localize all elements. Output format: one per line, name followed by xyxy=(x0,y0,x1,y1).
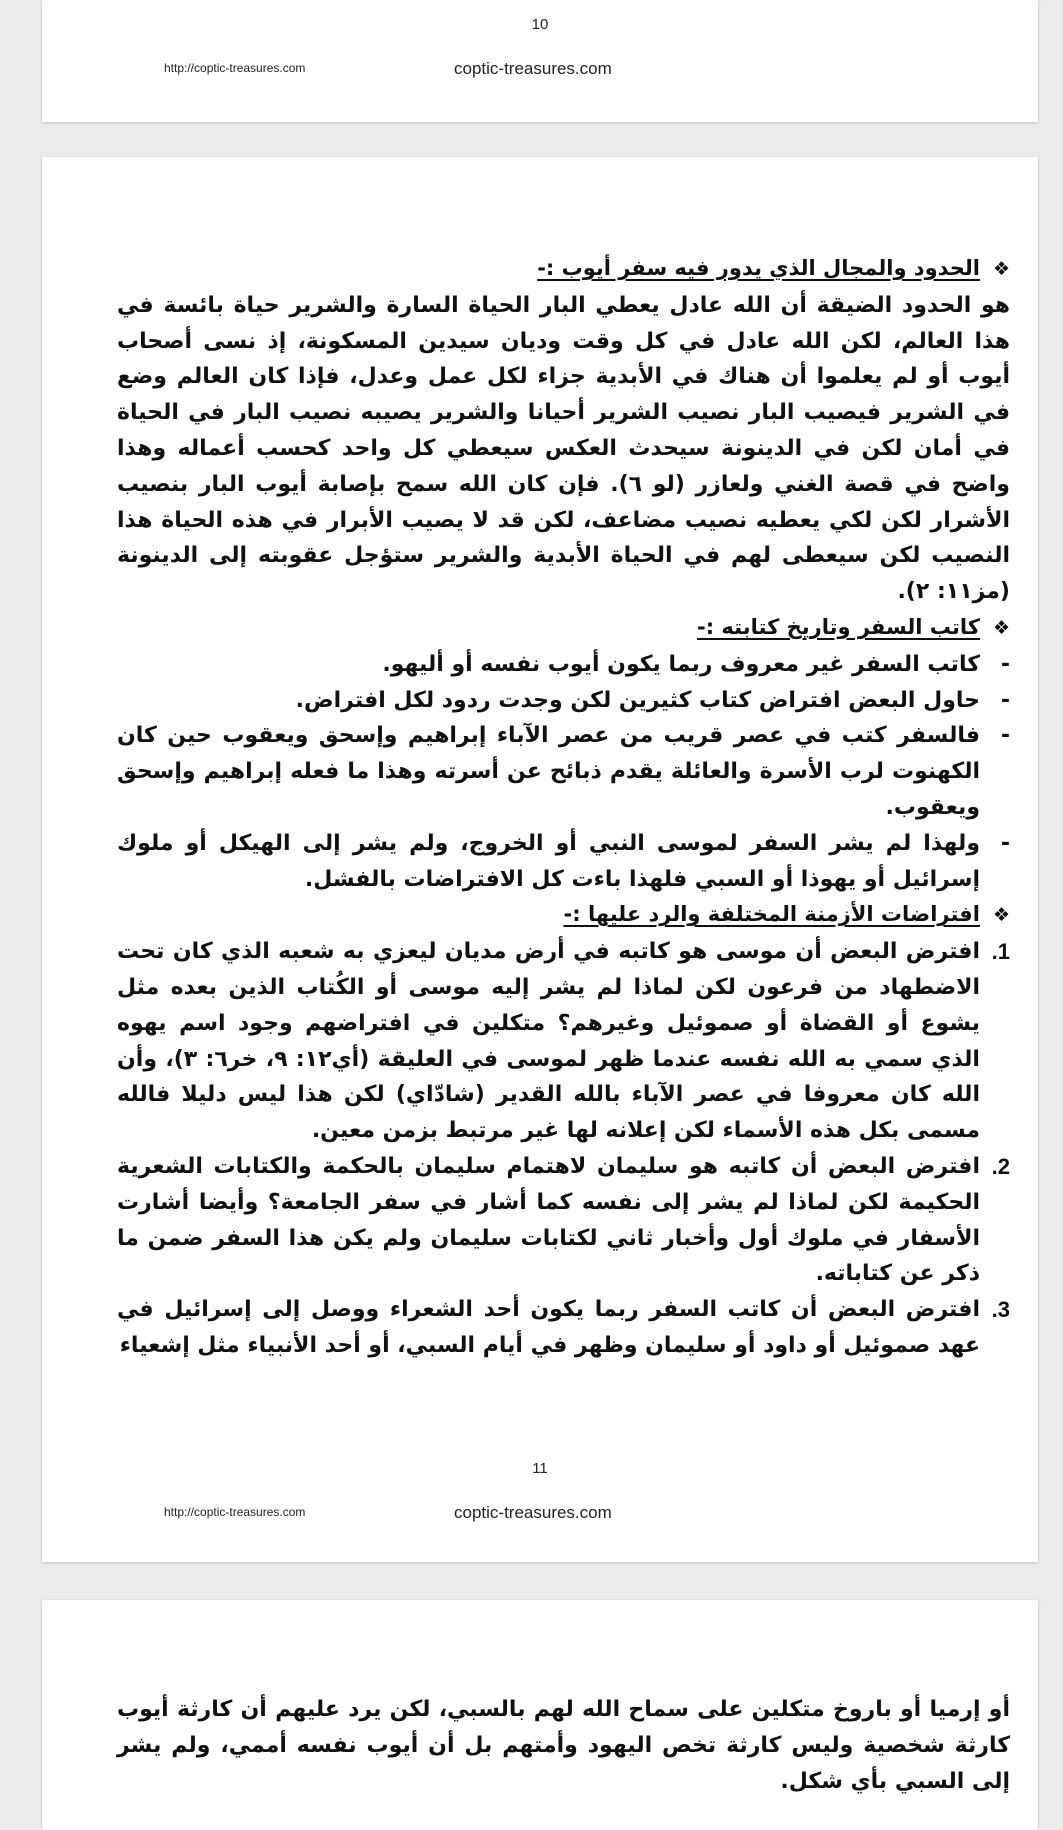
page-number: 10 xyxy=(531,16,549,33)
dash-bullet-icon: - xyxy=(1000,830,1010,856)
page-11-content xyxy=(117,251,1010,1364)
section-heading-author xyxy=(117,610,1010,647)
item-number: 1. xyxy=(991,939,1010,965)
item-number: 2. xyxy=(991,1153,1010,1179)
section-title: افتراضات الأزمنة المختلفة والرد عليها :- xyxy=(563,902,980,927)
item-number: 3. xyxy=(991,1297,1010,1323)
dash-bullet-icon: - xyxy=(1000,723,1010,749)
section-heading-scope xyxy=(117,251,1010,288)
page-12-top xyxy=(42,1600,1038,1830)
section-title: الحدود والمجال الذي يدور فيه سفر أيوب :- xyxy=(537,256,980,280)
diamond-bullet-icon: ❖ xyxy=(992,616,1010,639)
footer-url-link[interactable]: http://coptic-treasures.com xyxy=(164,1505,306,1519)
page-number: 11 xyxy=(532,1460,548,1477)
numbered-item-text: افترض البعض أن كاتب السفر ربما يكون أحد الشعراء ووصل إلى إسرائيل في عهد صموئيل أو داود أو سليمان وظهر في أيام السبي، أو أحد الأنبياء مثل إشعياء xyxy=(117,1297,980,1358)
list-item-text: كاتب السفر غير معروف ربما يكون أيوب نفسه أو أليهو. xyxy=(382,651,980,677)
list-item xyxy=(117,683,1010,719)
page-10-bottom xyxy=(42,0,1038,122)
page-11 xyxy=(42,157,1038,1562)
numbered-item xyxy=(117,1292,1010,1364)
list-item xyxy=(117,647,1010,683)
footer-site-name: coptic-treasures.com xyxy=(454,59,612,78)
diamond-bullet-icon: ❖ xyxy=(992,904,1010,927)
diamond-bullet-icon: ❖ xyxy=(992,258,1010,280)
numbered-item-text: افترض البعض أن كاتبه هو سليمان لاهتمام سليمان بالحكمة والكتابات الشعرية الحكيمة لكن لماذا لم يشر إلى نفسه كما أشار في سفر الجامعة؟ وأيضا أشارت الأسفار في ملوك أول وأخبار ثاني لكتابات سليمان ولم يكن هذا السفر ضمن ما ذكر عن كتاباته. xyxy=(117,1153,980,1287)
section-paragraph: هو الحدود الضيقة أن الله عادل يعطي البار الحياة السارة والشرير حياة بائسة في هذا العالم، لكن الله عادل في كل وقت وديان سيدين المسكونة، إذ نسى أصحاب أيوب أو لم يعلموا أن هناك في الأبدية جزاء لكل عمل وعدل، فإذا كان العالم وضع في الشرير فيصيب البار نصيب الشرير أحيانا والشرير يصيبه نصيب البار في الحياة في أمان لكن في الدينونة سيحدث العكس سيعطي كل واحد كحسب أعماله وهذا واضح في قصة الغني ولعازر (لو ٦). فإن كان الله سمح بإصابة أيوب البار بنصيب الأشرار لكن لكي يعطيه نصيب مضاعف، لكن قد لا يصيب الأبرار في هذه الحياة هذا النصيب لكن سيعطى لهم في الحياة الأبدية والشرير ستؤجل عقوبته إلى الدينونة (مز١١: ٢). xyxy=(117,292,1010,605)
footer-url-link[interactable]: http://coptic-treasures.com xyxy=(164,61,306,75)
continuation-paragraph: أو إرميا أو باروخ متكلين على سماح الله لهم بالسبي، لكن يرد عليهم أن كارثة أيوب كارثة شخصية وليس كارثة تخص اليهود وأمتهم بل أن أيوب نفسه أممي، ولم يشر إلى السبي بأي شكل. xyxy=(117,1697,1010,1794)
list-item-text: فالسفر كتب في عصر قريب من عصر الآباء إبراهيم وإسحق ويعقوب حين كان الكهنوت لرب الأسرة والعائلة يقدم ذبائح عن أسرته وهذا ما فعله إبراهيم وإسحق ويعقوب. xyxy=(117,723,980,820)
page-12-content xyxy=(117,1692,1010,1799)
section-heading-hypotheses xyxy=(117,897,1010,934)
numbered-item-text: افترض البعض أن موسى هو كاتبه في أرض مديان ليعزي به شعبه الذي كان تحت الاضطهاد من فرعون لكن لماذا لم يشر إليه موسى أو الكُتاب الذين بعده مثل يشوع أو القضاة أو صموئيل وغيرهم؟ متكلين في افتراضهم وجود اسم يهوه الذي سمي به الله نفسه عندما ظهر لموسى في العليقة (أي١٢: ٩، خر٦: ٣)، وأن الله كان معروفا في عصر الآباء بالله القدير (شادّاي) لكن هذا ليس دليلا فالله مسمى بكل هذه الأسماء لكن إعلانه لها غير مرتبط بزمن معين. xyxy=(117,939,980,1144)
list-item xyxy=(117,826,1010,898)
list-item xyxy=(117,718,1010,825)
numbered-item xyxy=(117,1149,1010,1292)
list-item-text: حاول البعض افتراض كتاب كثيرين لكن وجدت ردود لكل افتراض. xyxy=(295,687,980,713)
numbered-item xyxy=(117,934,1010,1149)
dash-bullet-icon: - xyxy=(1000,687,1010,713)
dash-bullet-icon: - xyxy=(1000,651,1010,677)
footer-site-name: coptic-treasures.com xyxy=(454,1503,612,1522)
list-item-text: ولهذا لم يشر السفر لموسى النبي أو الخروج، ولم يشر إلى الهيكل أو ملوك إسرائيل أو يهوذا أو السبي فلهذا باءت كل الافتراضات بالفشل. xyxy=(117,830,980,892)
section-title: كاتب السفر وتاريخ كتابته :- xyxy=(697,614,980,639)
